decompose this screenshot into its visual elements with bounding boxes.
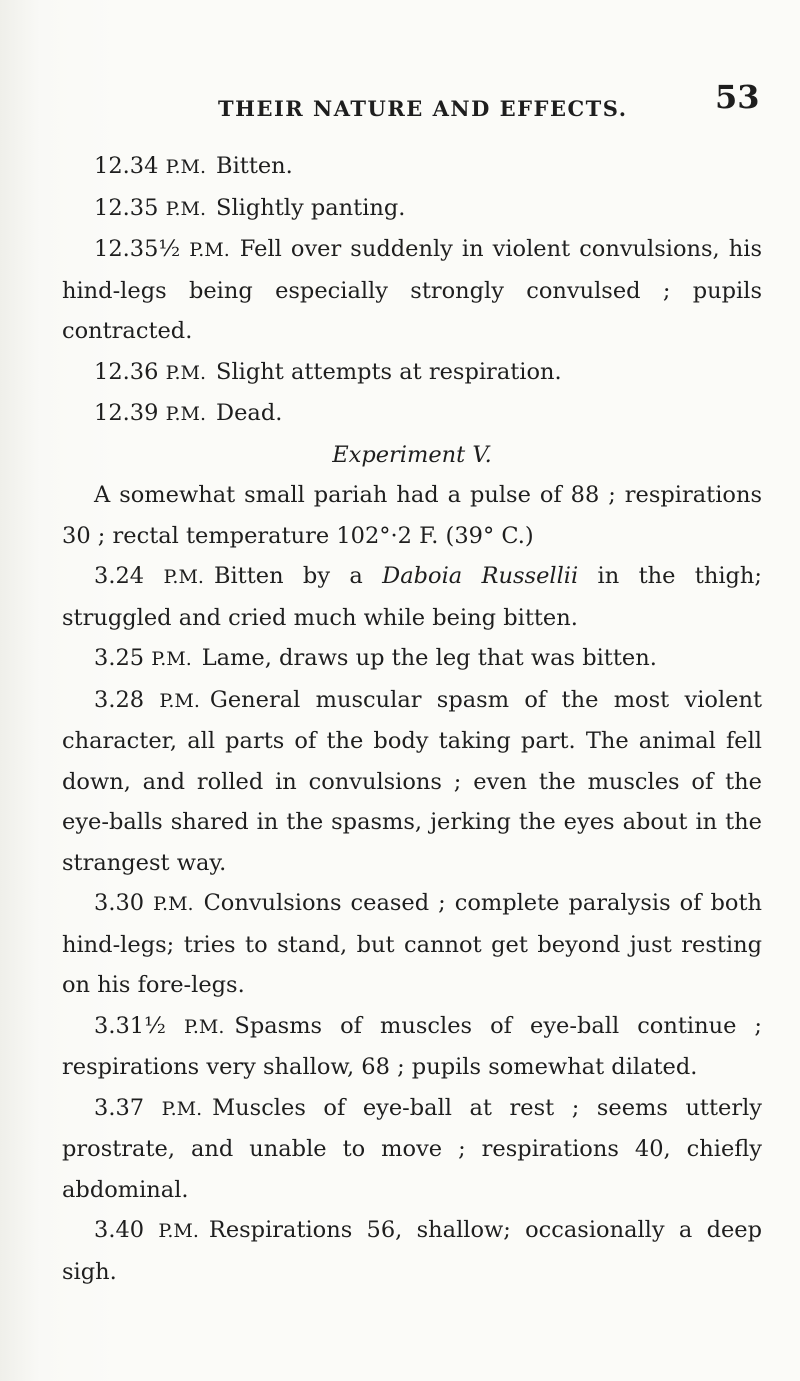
entry-time: 12.39 P.M.: [94, 400, 207, 426]
entry-time: 12.35 P.M.: [94, 194, 207, 221]
log-entry: [62, 680, 762, 884]
species-name: Daboia Russellii: [382, 563, 579, 589]
log-entry: [62, 883, 762, 1006]
entry-text: Spasms of muscles of eye-ball continue ; respirations very shallow, 68 ; pupils somewhat dilated.: [62, 1012, 762, 1080]
log-entry: [62, 146, 762, 188]
experiment-intro: A somewhat small pariah had a pulse of 88 ; respirations 30 ; rectal temperature 102°·2 F. (39° C.): [62, 482, 762, 549]
log-entry: [62, 352, 762, 394]
entry-time: 12.34 P.M.: [94, 153, 207, 179]
log-entry: [62, 229, 762, 352]
entry-time: 3.30 P.M.: [94, 890, 194, 916]
page-number: 53: [715, 78, 760, 116]
log-entry: [62, 1088, 762, 1211]
log-entry: [62, 638, 762, 680]
entry-text: Respirations 56, shallow; occasionally a deep sigh.: [62, 1217, 763, 1285]
log-entry: [62, 556, 762, 638]
entry-text: Bitten.: [216, 153, 293, 179]
entry-text: in the thigh; struggled and cried much while being bitten.: [62, 563, 762, 631]
entry-time: 12.35½ P.M.: [94, 236, 230, 262]
entry-time: 3.25 P.M.: [94, 645, 192, 671]
entry-text: Convulsions ceased ; complete paralysis of both hind-legs; tries to stand, but cannot get beyond just resting on his fore-legs.: [62, 890, 762, 998]
entry-time: 3.37 P.M.: [94, 1094, 203, 1121]
entry-time: 3.28 P.M.: [94, 686, 200, 713]
page-body: [62, 146, 762, 1292]
log-entry: [62, 1006, 762, 1088]
log-entry: [62, 188, 762, 230]
entry-time: 3.31½ P.M.: [94, 1012, 225, 1039]
entry-text: Bitten by a: [213, 563, 363, 589]
entry-text: Slightly panting.: [216, 194, 406, 221]
entry-text: Muscles of eye-ball at rest ; seems utterly prostrate, and unable to move ; respirations 40, chiefly abdominal.: [62, 1094, 762, 1203]
entry-text: Fell over suddenly in violent convulsions, his hind-legs being especially strongly convulsed ; pupils contracted.: [62, 236, 762, 344]
experiment-heading: Experiment V.: [332, 441, 492, 468]
entry-text: Lame, draws up the leg that was bitten.: [201, 645, 657, 671]
running-head: THEIR NATURE AND EFFECTS.: [218, 96, 628, 121]
entry-time: 3.40 P.M.: [94, 1217, 199, 1243]
log-entry: [62, 1210, 762, 1292]
entry-time: 12.36 P.M.: [94, 358, 207, 385]
entry-text: General muscular spasm of the most violent character, all parts of the body taking part. The animal fell down, and rolled in convulsions ; even the muscles of the eye-balls shared in the spasms, jerking the eyes about in the strangest way.: [62, 686, 762, 876]
entry-text: Slight attempts at respiration.: [216, 358, 562, 385]
entry-time: 3.24 P.M.: [94, 563, 204, 589]
entry-text: Dead.: [216, 400, 283, 426]
log-entry: [62, 393, 762, 435]
